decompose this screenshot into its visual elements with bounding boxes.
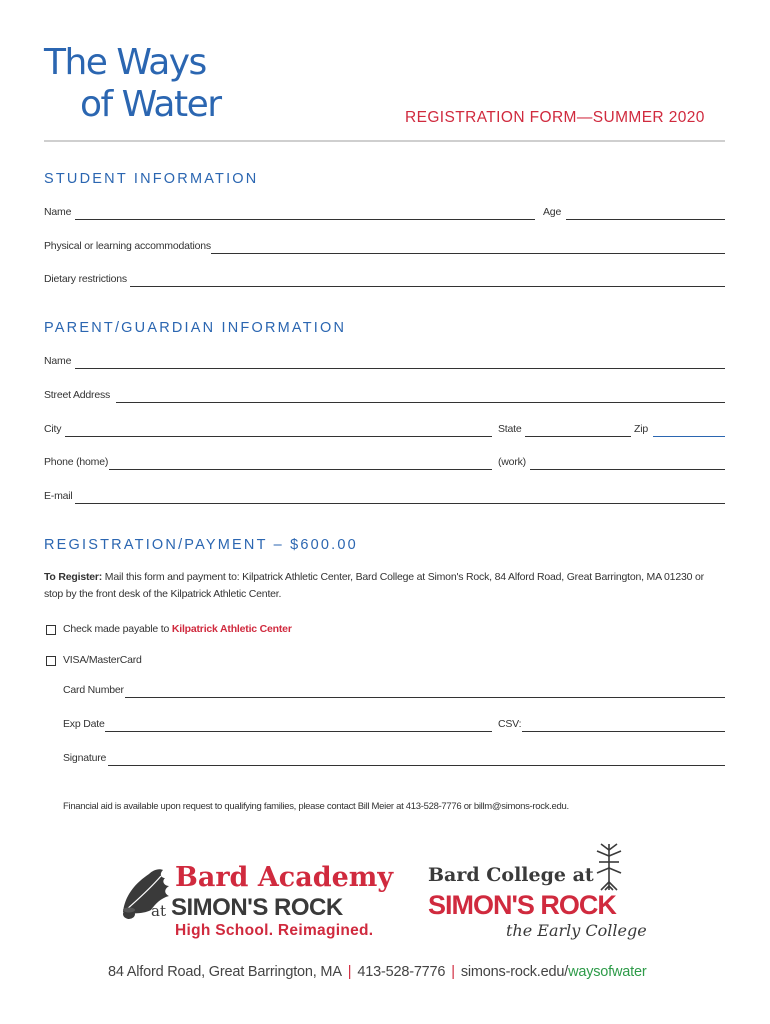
- signature-field[interactable]: [108, 765, 725, 766]
- signature-row: [63, 752, 725, 768]
- check-payment-checkbox[interactable]: [46, 625, 56, 635]
- accommodations-row: [44, 240, 725, 256]
- phone-work-field[interactable]: [530, 469, 725, 470]
- parent-name-label: Name: [44, 355, 72, 367]
- check-payment-label: Check made payable to: [63, 623, 172, 635]
- street-label: Street Address: [44, 389, 111, 401]
- form-title: REGISTRATION FORM—SUMMER 2020: [405, 109, 705, 126]
- city-label: City: [44, 423, 62, 435]
- student-name-label: Name: [44, 206, 72, 218]
- footer-separator-1: |: [347, 964, 352, 980]
- dietary-label: Dietary restrictions: [44, 273, 127, 285]
- footer-website-prefix[interactable]: simons-rock.edu/: [460, 964, 569, 980]
- card-number-field[interactable]: [125, 697, 725, 698]
- csv-label: CSV:: [498, 718, 522, 730]
- accommodations-label: Physical or learning accommodations: [44, 240, 211, 252]
- student-age-field[interactable]: [566, 219, 725, 220]
- register-instructions: [44, 569, 724, 603]
- card-number-label: Card Number: [63, 684, 124, 696]
- phone-work-label: (work): [498, 456, 526, 468]
- email-label: E-mail: [44, 490, 73, 502]
- signature-label: Signature: [63, 752, 107, 764]
- zip-label: Zip: [634, 423, 648, 435]
- dietary-row: [44, 273, 725, 289]
- student-age-label: Age: [543, 206, 562, 218]
- phone-home-label: Phone (home): [44, 456, 109, 468]
- check-payee: Kilpatrick Athletic Center: [171, 623, 292, 635]
- exp-date-field[interactable]: [105, 731, 492, 732]
- accommodations-field[interactable]: [211, 253, 725, 254]
- register-text: Mail this form and payment to: Kilpatrick Athletic Center, Bard College at Simon's Rock, 84 Alford Road, Great Barrington, MA 01230 or stop by the front desk of the Kilpatrick Athletic Center.: [44, 571, 704, 600]
- college-tagline: the Early College: [506, 921, 647, 940]
- email-row: [44, 490, 725, 506]
- parent-name-row: [44, 355, 725, 371]
- phone-row: [44, 456, 725, 472]
- college-name: Bard College at: [428, 864, 594, 886]
- oak-leaf-icon: [115, 864, 177, 922]
- footer-contact: [108, 964, 646, 980]
- college-simons-rock: SIMON'S ROCK: [428, 890, 616, 920]
- student-name-row: [44, 206, 725, 222]
- footer-address: 84 Alford Road, Great Barrington, MA: [108, 964, 342, 980]
- city-row: [44, 423, 725, 439]
- footer-phone: 413-528-7776: [357, 964, 446, 980]
- check-payment-text: [63, 621, 292, 638]
- state-label: State: [498, 423, 522, 435]
- payment-section-title: REGISTRATION/PAYMENT – $600.00: [44, 537, 358, 553]
- academy-name: Bard Academy: [175, 862, 394, 893]
- parent-section-title: PARENT/GUARDIAN INFORMATION: [44, 320, 347, 336]
- register-bold-label: To Register:: [44, 571, 103, 583]
- zip-field[interactable]: [653, 436, 725, 437]
- academy-at: at: [151, 902, 166, 920]
- card-payment-checkbox[interactable]: [46, 656, 56, 666]
- footer-separator-2: |: [451, 964, 455, 980]
- academy-tagline: High School. Reimagined.: [175, 922, 374, 939]
- logo-title-line2: of Water: [80, 84, 221, 125]
- footer-website-suffix[interactable]: waysofwater: [568, 964, 647, 980]
- street-field[interactable]: [116, 402, 725, 403]
- dietary-field[interactable]: [130, 286, 725, 287]
- bard-academy-logo: [115, 862, 395, 942]
- student-name-field[interactable]: [75, 219, 535, 220]
- header-divider: [44, 140, 725, 142]
- exp-row: [63, 718, 725, 734]
- tree-emblem-icon: [592, 842, 626, 892]
- financial-aid-note: Financial aid is available upon request to qualifying families, please contact Bill Meier at 413-528-7776 or billm@simons-rock.edu.: [63, 801, 569, 812]
- street-row: [44, 389, 725, 405]
- state-field[interactable]: [525, 436, 631, 437]
- student-section-title: STUDENT INFORMATION: [44, 171, 259, 187]
- phone-home-field[interactable]: [109, 469, 492, 470]
- card-payment-label: VISA/MasterCard: [63, 654, 142, 666]
- exp-date-label: Exp Date: [63, 718, 105, 730]
- city-field[interactable]: [65, 436, 492, 437]
- parent-name-field[interactable]: [75, 368, 725, 369]
- card-number-row: [63, 684, 725, 700]
- logo-title-line1: The Ways: [44, 42, 206, 83]
- academy-simons-rock: SIMON'S ROCK: [171, 894, 343, 921]
- email-field[interactable]: [75, 503, 725, 504]
- bard-college-logo: [428, 842, 658, 942]
- csv-field[interactable]: [522, 731, 725, 732]
